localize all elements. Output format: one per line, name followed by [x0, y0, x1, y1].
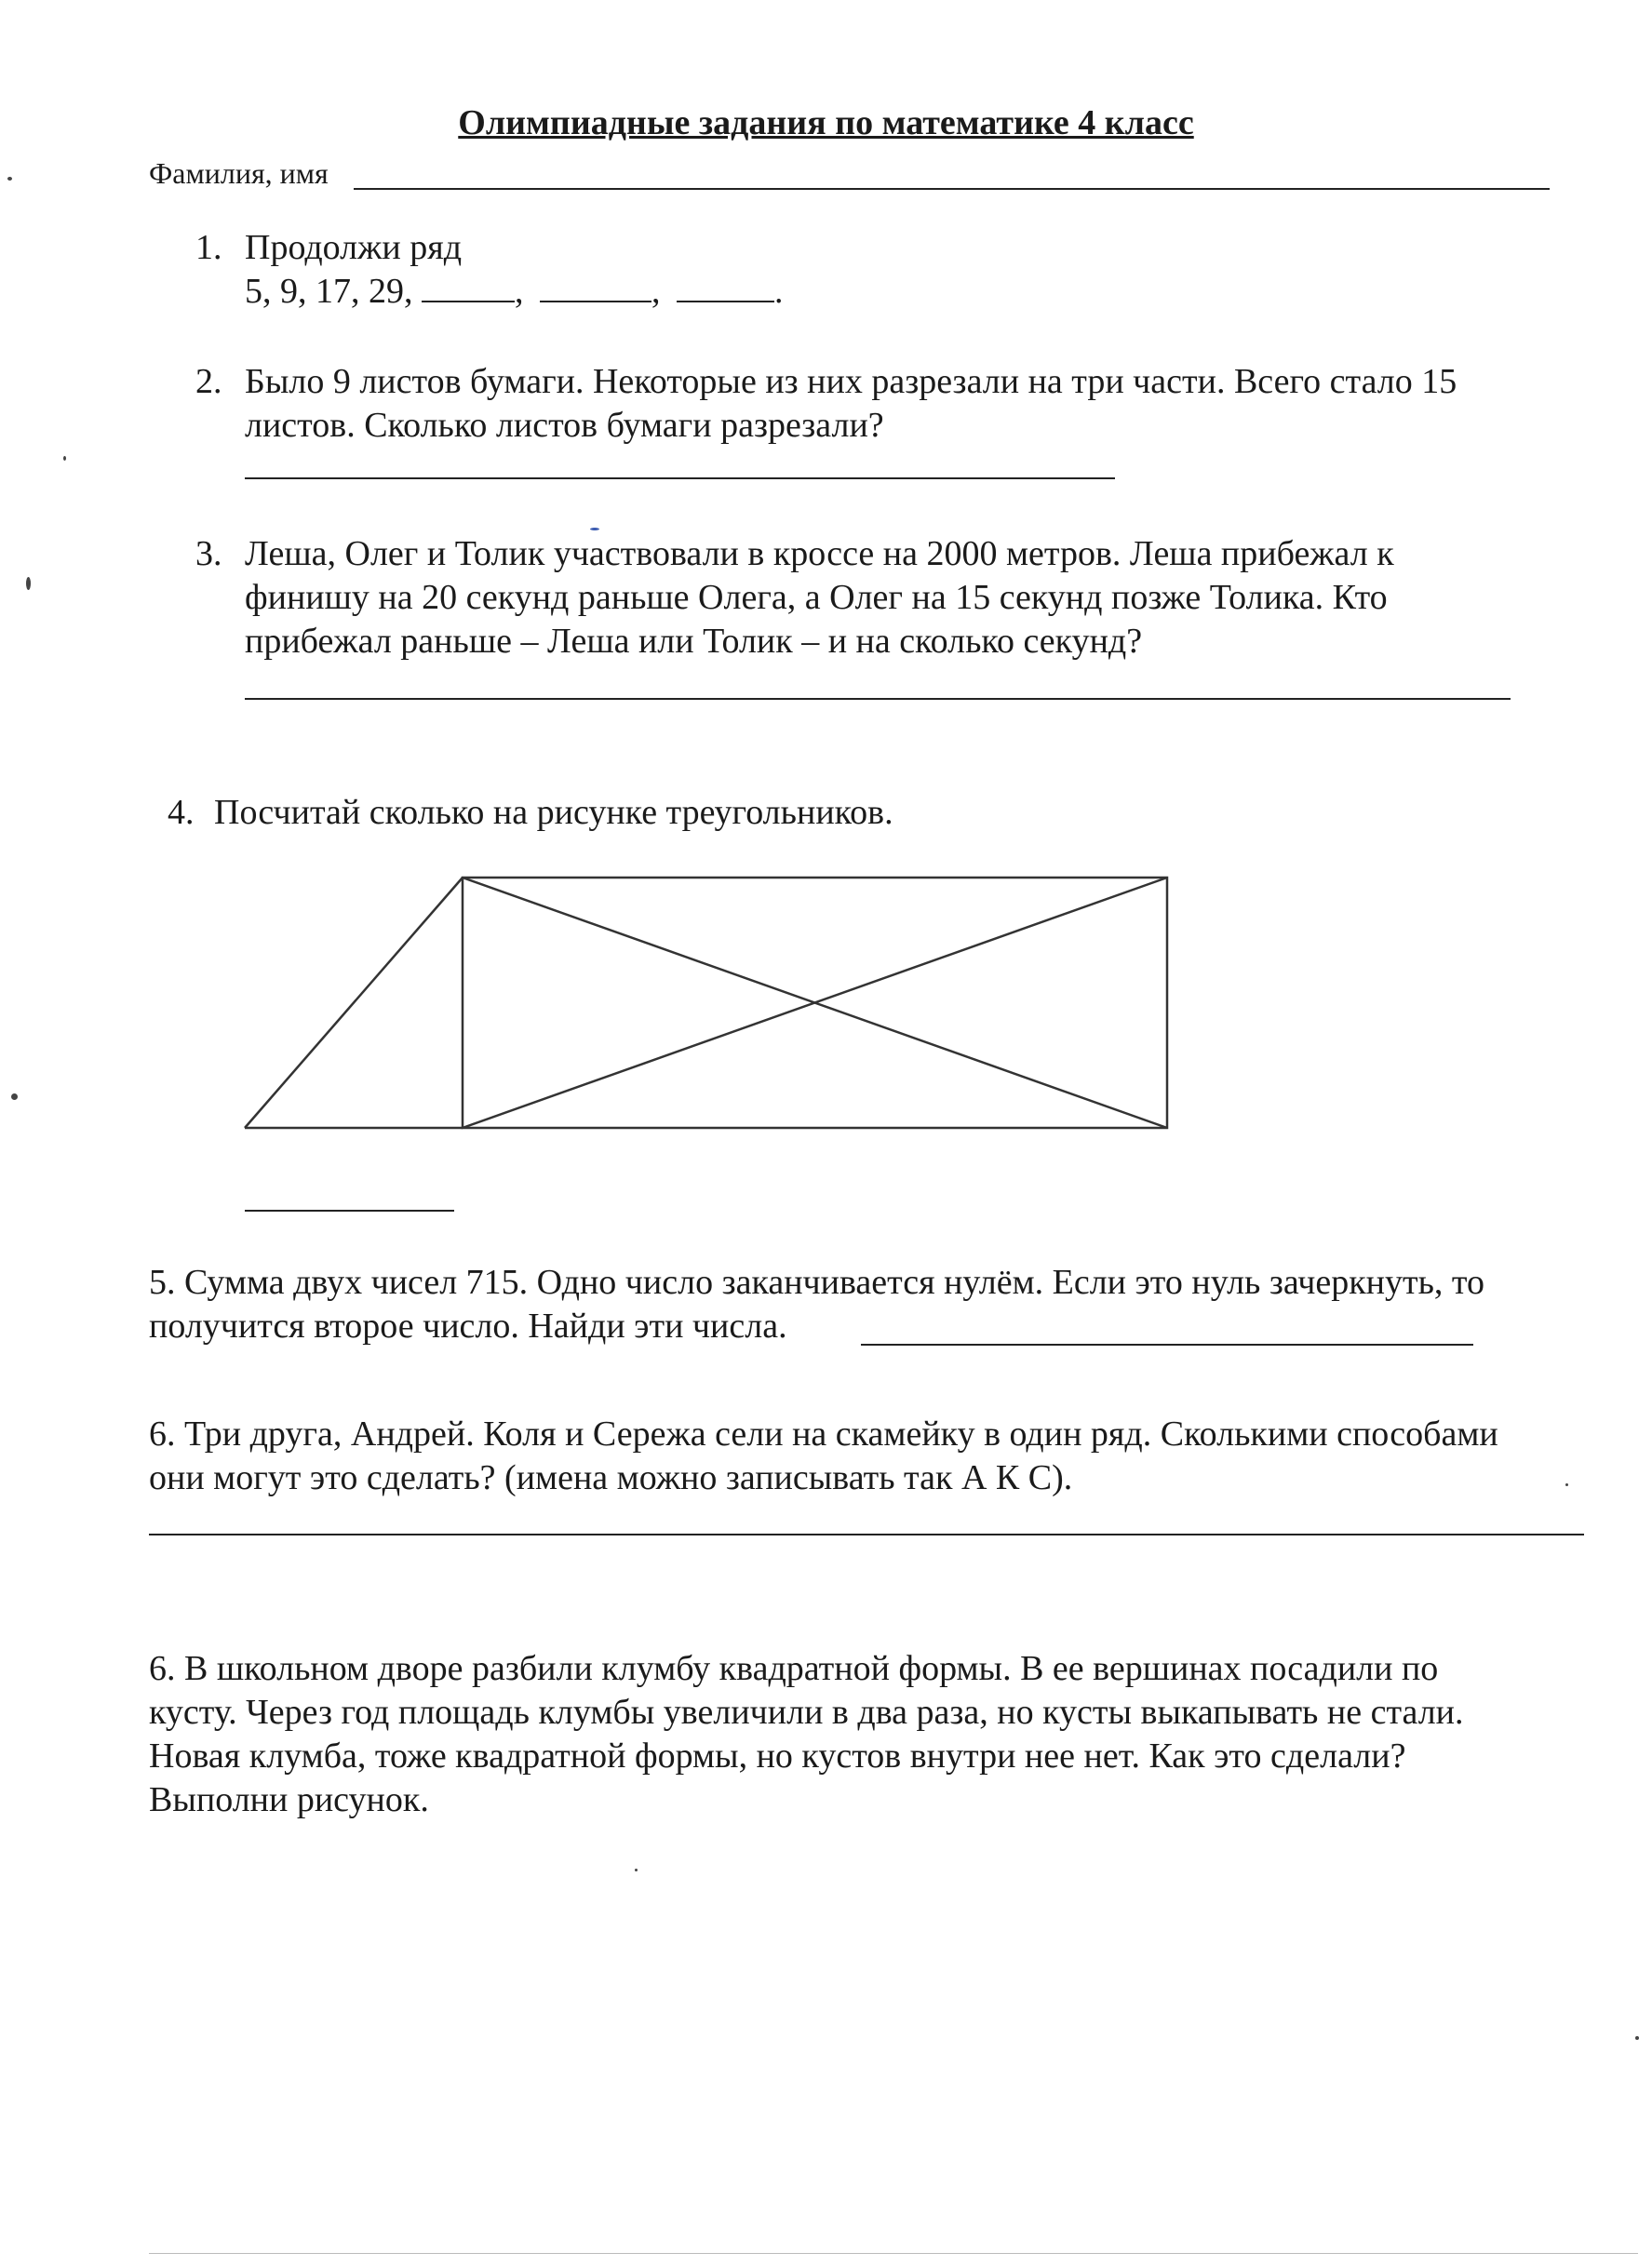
task-6b-line-4: Выполни рисунок. [149, 1780, 429, 1819]
task-1-sequence: 5, 9, 17, 29, [245, 272, 413, 311]
task-6a-answer-line[interactable] [149, 1534, 1584, 1535]
task-2-line-2: листов. Сколько листов бумаги разрезали? [245, 406, 884, 445]
task-6a-line-2: они могут это сделать? (имена можно записывать так А К С). [149, 1458, 1073, 1497]
figure-slant-side [245, 878, 463, 1128]
task-3-number: 3. [195, 534, 222, 573]
task-2-line-1: Было 9 листов бумаги. Некоторые из них разрезали на три части. Всего стало 15 [245, 362, 1457, 401]
task-5-line-1: 5. Сумма двух чисел 715. Одно число заканчивается нулём. Если это нуль зачеркнуть, то [149, 1263, 1485, 1302]
task-1-number: 1. [195, 228, 222, 267]
task-6b-line-3: Новая клумба, тоже квадратной формы, но кустов внутри нее нет. Как это сделали? [149, 1736, 1406, 1776]
task-5-line-2: получится второе число. Найди эти числа. [149, 1307, 787, 1346]
task-3-line-2: финишу на 20 секунд раньше Олега, а Олег на 15 секунд позже Толика. Кто [245, 578, 1388, 617]
task-6b-line-2: кусту. Через год площадь клумбы увеличили в два раза, но кусты выкапывать не стали. [149, 1693, 1464, 1732]
task-1-sep-1: , [515, 272, 524, 311]
name-label: Фамилия, имя [149, 156, 329, 190]
task-4-answer-line[interactable] [245, 1210, 454, 1212]
scan-speck [635, 1869, 638, 1871]
task-1-sep-3: . [774, 272, 784, 311]
task-2-number: 2. [195, 362, 222, 401]
page-title: Олимпиадные задания по математике 4 класс [458, 103, 1194, 142]
scan-speck [1635, 2036, 1639, 2040]
task-1-line-1: Продолжи ряд [245, 228, 463, 267]
task-4-number: 4. [168, 793, 195, 832]
task-3-line-3: прибежал раньше – Леша или Толик – и на сколько секунд? [245, 622, 1143, 661]
scan-speck [1565, 1483, 1568, 1486]
task-1-sep-2: , [651, 272, 661, 311]
task-3-line-1: Леша, Олег и Толик участвовали в кроссе на 2000 метров. Леша прибежал к [245, 534, 1394, 573]
scan-speck [63, 456, 66, 461]
scan-bottom-edge [149, 2253, 1638, 2254]
scan-speck [590, 528, 599, 530]
task-6a-line-1: 6. Три друга, Андрей. Коля и Сережа сели на скамейку в один ряд. Сколькими способами [149, 1415, 1498, 1454]
scan-speck [26, 577, 31, 590]
scan-speck [11, 1093, 18, 1100]
task-4-line-1: Посчитай сколько на рисунке треугольников. [214, 793, 893, 832]
task-6b-line-1: 6. В школьном дворе разбили клумбу квадратной формы. В ее вершинах посадили по [149, 1649, 1439, 1688]
scan-speck [7, 177, 12, 181]
task-5-answer-line[interactable] [861, 1344, 1473, 1346]
